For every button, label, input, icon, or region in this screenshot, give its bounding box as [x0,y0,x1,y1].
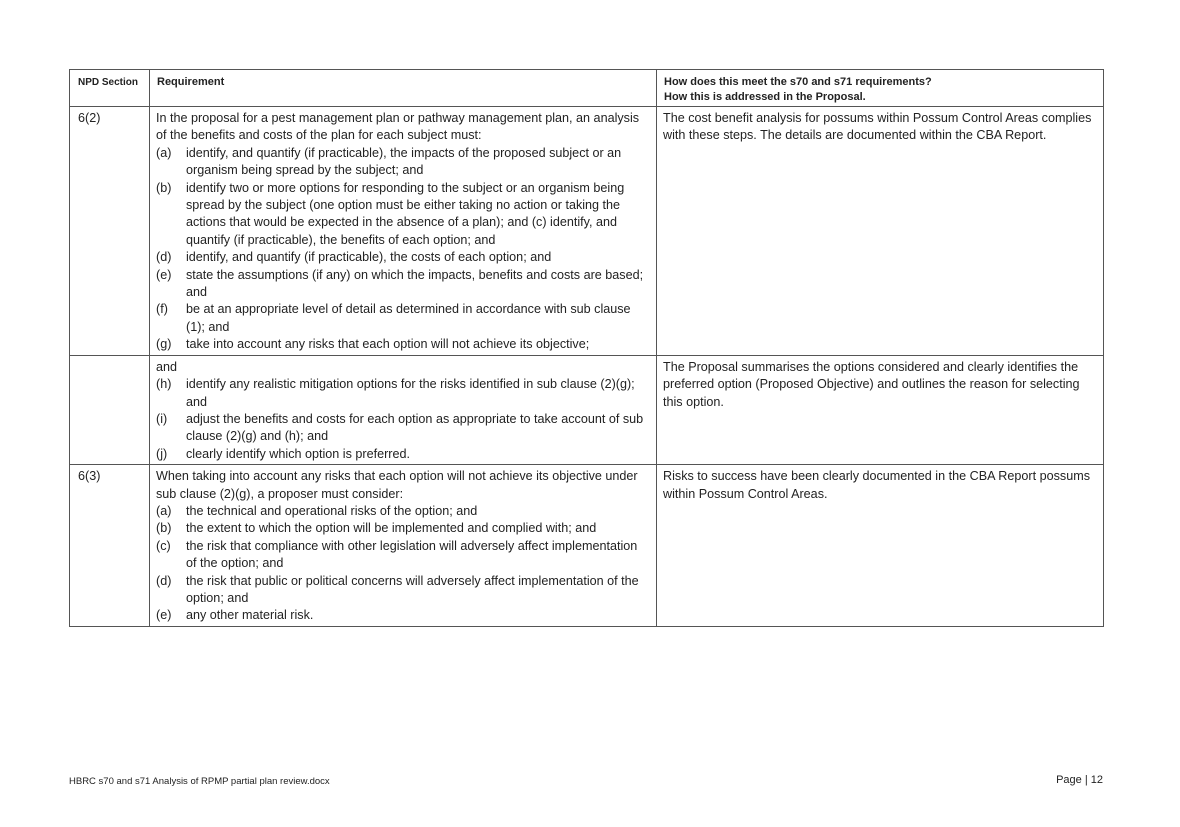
header-how-line2: How this is addressed in the Proposal. [664,91,866,103]
list-item [156,267,650,302]
item-text: identify two or more options for responding to the subject or an organism being spread by the subject (one option must be either taking no action or taking the actions that would be expected in the absence of a plan); and (c) identify, and quantify (if practicable), the benefits of each option; and [186,180,625,247]
list-item [156,538,650,573]
item-label: (d) [156,250,172,265]
requirement-intro: and [156,359,178,374]
item-text: adjust the benefits and costs for each option as appropriate to take account of sub clause (2)(g) and (h); and [186,411,644,444]
list-item [156,376,650,411]
table-header-row [70,70,1104,107]
list-item [156,520,650,537]
item-text: identify, and quantify (if practicable), the impacts of the proposed subject or an organism being spread by the subject; and [186,145,622,178]
header-how [657,70,1104,107]
item-label: (e) [156,267,172,282]
item-label: (a) [156,145,172,160]
item-label: (g) [156,337,172,352]
item-text: identify, and quantify (if practicable), the costs of each option; and [186,250,552,265]
header-requirement: Requirement [150,70,657,107]
header-how-line1: How does this meet the s70 and s71 requirements? [664,76,932,88]
item-label: (e) [156,608,172,623]
table-row [70,355,1104,464]
response-cell: The Proposal summarises the options considered and clearly identifies the preferred option (Proposed Objective) and outlines the reason for selecting this option. [657,355,1104,464]
requirement-cell [150,465,657,627]
list-item [156,573,650,608]
table-row [70,107,1104,356]
item-text: the risk that public or political concerns will adversely affect implementation of the option; and [186,573,639,605]
item-label: (c) [156,538,171,553]
item-text: take into account any risks that each option will not achieve its objective; [186,337,590,352]
response-cell: The cost benefit analysis for possums within Possum Control Areas complies with these steps. The details are documented within the CBA Report. [657,107,1104,356]
item-label: (d) [156,573,172,588]
table-row [70,465,1104,627]
footer-page-number: Page | 12 [1056,774,1103,786]
item-text: the extent to which the option will be implemented and complied with; and [186,521,597,536]
footer-filename: HBRC s70 and s71 Analysis of RPMP partial plan review.docx [69,776,330,787]
requirement-cell [150,355,657,464]
item-label: (b) [156,521,172,536]
list-item [156,249,650,266]
response-cell: Risks to success have been clearly documented in the CBA Report possums within Possum Control Areas. [657,465,1104,627]
item-text: state the assumptions (if any) on which the impacts, benefits and costs are based; and [186,267,644,300]
item-label: (a) [156,503,172,518]
list-item [156,411,650,446]
item-text: any other material risk. [186,608,314,623]
list-item [156,503,650,520]
section-cell [70,355,150,464]
list-item [156,301,650,336]
requirement-intro: In the proposal for a pest management plan or pathway management plan, an analysis of the benefits and costs of the plan for each subject must: [156,111,640,143]
item-label: (i) [156,411,168,426]
requirements-table [69,69,1104,627]
item-text: clearly identify which option is preferred. [186,446,410,461]
list-item [156,446,650,463]
section-cell: 6(2) [70,107,150,356]
item-label: (h) [156,377,172,392]
list-item [156,336,650,353]
item-text: identify any realistic mitigation options for the risks identified in sub clause (2)(g); and [186,377,635,409]
requirement-cell [150,107,657,356]
item-text: the technical and operational risks of the option; and [186,503,478,518]
list-item [156,180,650,250]
item-text: be at an appropriate level of detail as determined in accordance with sub clause (1); and [186,302,631,334]
item-label: (f) [156,302,168,317]
header-npd-section: NPD Section [70,70,150,107]
requirement-intro: When taking into account any risks that each option will not achieve its objective under sub clause (2)(g), a proposer must consider: [156,469,638,501]
item-text: the risk that compliance with other legislation will adversely affect implementation of the option; and [186,538,638,571]
list-item [156,607,650,624]
item-label: (b) [156,180,172,195]
section-cell: 6(3) [70,465,150,627]
item-label: (j) [156,446,168,461]
list-item [156,145,650,180]
